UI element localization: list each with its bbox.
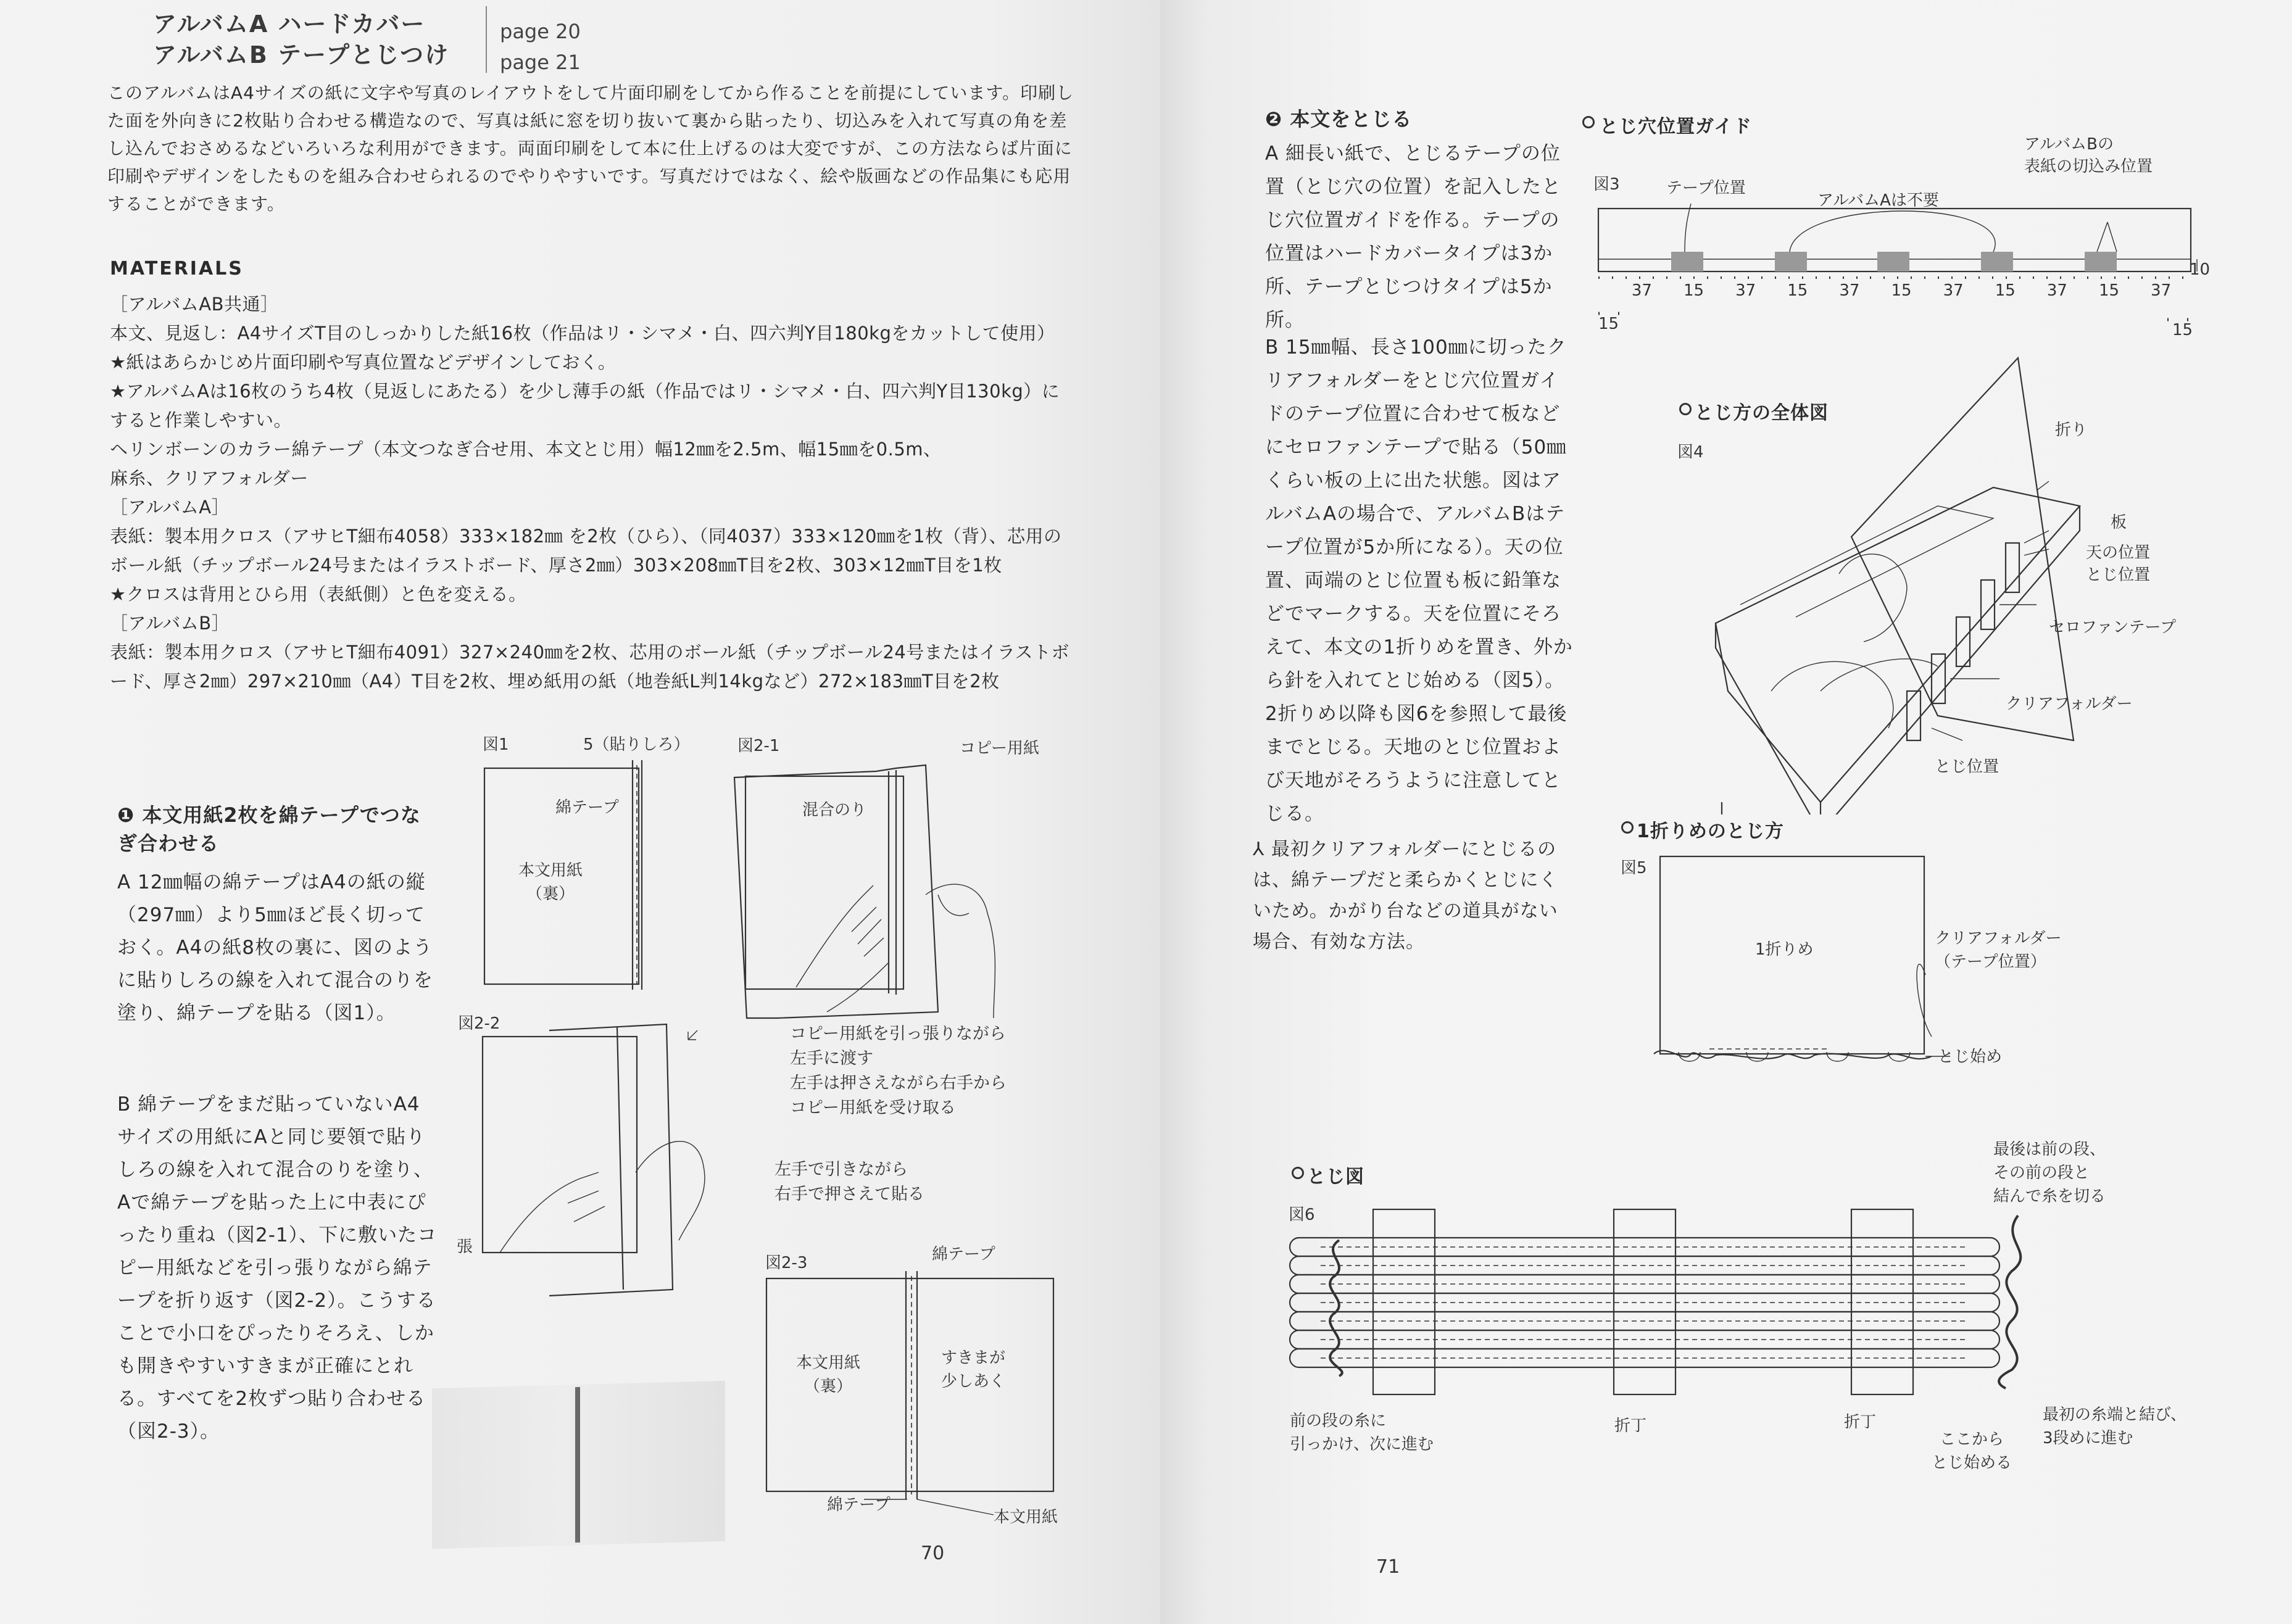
fig3-dim: 37: [1839, 281, 1860, 300]
sample-photo-tape: [575, 1387, 580, 1543]
guide-title: とじ穴位置ガイド: [1600, 116, 1753, 138]
fig3-dim: 15: [1684, 281, 1704, 300]
fig3-height: 10: [2190, 260, 2211, 279]
fig4-fold: 折り: [2055, 421, 2088, 439]
fig4-board: 板: [2111, 513, 2127, 532]
header-page-b: page 21: [500, 51, 581, 74]
fig3-drawing: [1592, 185, 2209, 333]
intro-paragraph: このアルバムはA4サイズの紙に文字や写真のレイアウトをして片面印刷をしてから作ることを前提にしています。印刷した面を外向きに2枚貼り合わせる構造なので、写真は紙に窓を切り抜いて裏から貼ったり、切込みを入れて写真の角を差し込んでおさめるなどいろいろな利用ができます。両面印刷をして本に仕上げるのは大変ですが、この方法ならば片面に印刷やデザインをしたものを組み合わせられるのでやりやすいです。写真だけではなく、絵や版画などの作品集にも応用することができます。: [107, 83, 1074, 214]
fig1-paper-label: 本文用紙 （裏）: [518, 861, 583, 903]
fig3-dim: 37: [1943, 281, 1964, 300]
fig23-tape-top: 綿テープ: [932, 1245, 995, 1264]
sample-photo: [432, 1381, 725, 1549]
fig21-copy-label: コピー用紙: [960, 739, 1039, 758]
fig3-dim: 15: [2098, 281, 2120, 300]
fig6-signature-2: 折丁: [1844, 1413, 1877, 1431]
fig4-clear: クリアフォルダー: [2006, 695, 2133, 713]
fig4-drawing: [1703, 346, 2151, 814]
fig3-dim: 37: [2046, 281, 2067, 300]
guide-title-bullet: [1582, 116, 1595, 128]
fig3-cover-notch: アルバムBの 表紙の切込み位置: [2024, 135, 2153, 176]
step2-heading: ❷ 本文をとじる: [1265, 107, 1413, 131]
fig23-label: 図2-3: [765, 1254, 808, 1272]
header-title-b: アルバムB テープとじつけ: [153, 41, 450, 68]
fig3-label: 図3: [1593, 175, 1620, 194]
fig6-signature-1: 折丁: [1614, 1417, 1647, 1435]
fig3-dim: 37: [1631, 281, 1652, 300]
fig6-drawing: [1284, 1203, 2086, 1438]
stitch-title-bullet: [1292, 1167, 1304, 1179]
step1-text-a: A 12㎜幅の綿テープはA4の紙の縦（297㎜）より5㎜ほど長く切っておく。A4の紙8枚の裏に、図のように貼りしろの線を入れて混合のりを塗り、綿テープを貼る（図1）。: [117, 871, 433, 1024]
fig3-dim: 15: [1995, 281, 2016, 300]
fold1-title: 1折りめのとじ方: [1637, 821, 1784, 842]
header-title-a: アルバムA ハードカバー: [153, 10, 426, 38]
fig1-tape-label: 綿テープ: [555, 798, 619, 817]
fig4-cello: セロファンテープ: [2049, 618, 2177, 637]
fig6-hook: 前の段の糸に 引っかけ、次に進む: [1290, 1412, 1434, 1454]
materials-title: MATERIALS: [110, 258, 244, 280]
overview-title: とじ方の全体図: [1695, 402, 1829, 424]
fig5-drawing: [1642, 851, 1950, 1074]
fig6-first-knot: 最初の糸端と結び、 3段めに進む: [2043, 1406, 2186, 1448]
overview-title-bullet: [1679, 403, 1692, 415]
page-number-left: 70: [921, 1543, 945, 1564]
fig6-start: ここから とじ始める: [1932, 1430, 2012, 1472]
fig22-side-label: 張: [457, 1238, 473, 1256]
fig3-dimensions: [1608, 281, 2194, 304]
fig21-label: 図2-1: [737, 737, 780, 755]
fig5-center: 1折りめ: [1755, 940, 1814, 959]
header-divider: [486, 6, 487, 73]
fig4-sew: とじ位置: [1935, 758, 1999, 776]
fig21-drawing: [722, 753, 1049, 1024]
fig4-label: 図4: [1677, 443, 1704, 462]
fig21-glue-label: 混合のり: [802, 801, 867, 819]
fig22-label: 図2-2: [458, 1014, 500, 1033]
fig3-edge-left: 15: [1598, 315, 1619, 333]
header-page-a: page 20: [500, 20, 581, 43]
fold1-title-bullet: [1621, 821, 1634, 834]
fig4-top: 天の位置 とじ位置: [2086, 544, 2151, 584]
fig3-tape-pos: テープ位置: [1666, 179, 1746, 197]
fig22-caption-2: 左手で引きながら 右手で押さえて貼る: [774, 1160, 924, 1204]
fig6-end: 最後は前の段、 その前の段と 結んで糸を切る: [1993, 1140, 2106, 1206]
fig3-dim: 15: [1891, 281, 1912, 300]
fig5-clear: クリアフォルダー （テープ位置）: [1935, 929, 2062, 971]
step2-text-a: A 細長い紙で、とじるテープの位置（とじ穴の位置）を記入したとじ穴位置ガイドを作る。テープの位置はハードカバータイプは3か所、テープとじつけタイプは5か所。: [1265, 143, 1561, 331]
fig6-label: 図6: [1289, 1206, 1315, 1224]
step1-text-b: B 綿テープをまだ貼っていないA4サイズの用紙にAと同じ要領で貼りしろの線を入れて混合のりを塗り、Aで綿テープを貼った上に中表にぴったり重ね（図2-1）、下に敷いたコピー用紙などを引っ張りながら綿テープを折り返す（図2-2）。こうすることで小口をぴったりそろえ、しかも開きやすいすきまが正確にとれる。すべてを2枚ずつ貼り合わせる（図2-3）。: [117, 1093, 438, 1443]
fig5-label: 図5: [1621, 859, 1647, 877]
step1-heading: ❶ 本文用紙2枚を綿テープでつなぎ合わせる: [117, 803, 421, 855]
fig23-paper-label: 本文用紙 （裏）: [796, 1354, 861, 1396]
fig3-edge-right: 15: [2172, 321, 2193, 339]
step2-text-b: B 15㎜幅、長さ100㎜に切ったクリアフォルダーをとじ穴位置ガイドのテープ位置に合わせて板などにセロファンテープで貼る（50㎜くらい板の上に出た状態。図はアルバムAの場合で、アルバムBはテープ位置が5か所になる）。天の位置、両端のとじ位置も板に鉛筆などでマークする。天を位置にそろえて、本文の1折りめを置き、外から針を入れてとじ始める（図5）。2折りめ以降も図6を参照して最後までとじる。天地のとじ位置および天地がそろうように注意してとじる。: [1265, 336, 1573, 825]
fig23-paper-bottom: 本文用紙: [994, 1508, 1058, 1527]
tip-text: ⅄ 最初クリアフォルダーにとじるのは、綿テープだと柔らかくとじにくいため。かがり台などの道具がない場合、有効な方法。: [1253, 839, 1558, 953]
fig1-label: 図1: [483, 735, 509, 754]
materials-list: ［アルバムAB共通］ 本文、見返し：A4サイズT目のしっかりした紙16枚（作品はリ・シマメ・白、四六判Y目180kgをカットして使用） ★紙はあらかじめ片面印刷や写真位置などデザインしておく。 ★アルバムAは16枚のうち4枚（見返しにあたる）を少し薄手の紙（作品ではリ・シマメ・白、四六判Y目130kg）にすると作業しやすい。 ヘリンボーンのカラー綿テープ（本文つなぎ合せ用、本文とじ用）幅12㎜を2.5m、幅15㎜を0.5m、 麻糸、クリアフォルダー ［アルバムA］ 表紙：製本用クロス（アサヒT細布4058）333×182㎜ を2枚（ひら）、（同4037）333×120㎜を1枚（背）、芯用のボール紙（チップボール24号またはイラストボード、厚さ2㎜）303×208㎜T目を2枚、303×12㎜T目を1枚 ★クロスは背用とひら用（表紙側）と色を変える。 ［アルバムB］ 表紙：製本用クロス（アサヒT細布4091）327×240㎜を2枚、芯用のボール紙（チップボール24号またはイラストボード、厚さ2㎜）297×210㎜（A4）T目を2枚、埋め紙用の紙（地巻紙L判14kgなど）272×183㎜T目を2枚: [110, 294, 1069, 692]
stitch-title: とじ図: [1307, 1166, 1364, 1188]
right-page: [1160, 0, 2292, 1624]
fig3-dim: 15: [1787, 281, 1808, 300]
fig22-drawing: [475, 1018, 734, 1314]
fig23-gap-label: すきまが 少しあく: [941, 1349, 1006, 1391]
fig3-dim: 37: [1735, 281, 1756, 300]
fig3-not-needed: アルバムAは不要: [1817, 191, 1939, 210]
fig22-caption-1: コピー用紙を引っ張りながら 左手に渡す 左手は押さえながら右手から コピー用紙を受け取る: [790, 1024, 1007, 1117]
page-number-right: 71: [1376, 1556, 1400, 1578]
fig23-tape-bottom: 綿テープ: [827, 1496, 891, 1514]
fig1-margin-label: 5（貼りしろ）: [583, 735, 690, 754]
fig3-dim: 37: [2151, 281, 2172, 300]
fig5-start: とじ始め: [1938, 1048, 2003, 1066]
